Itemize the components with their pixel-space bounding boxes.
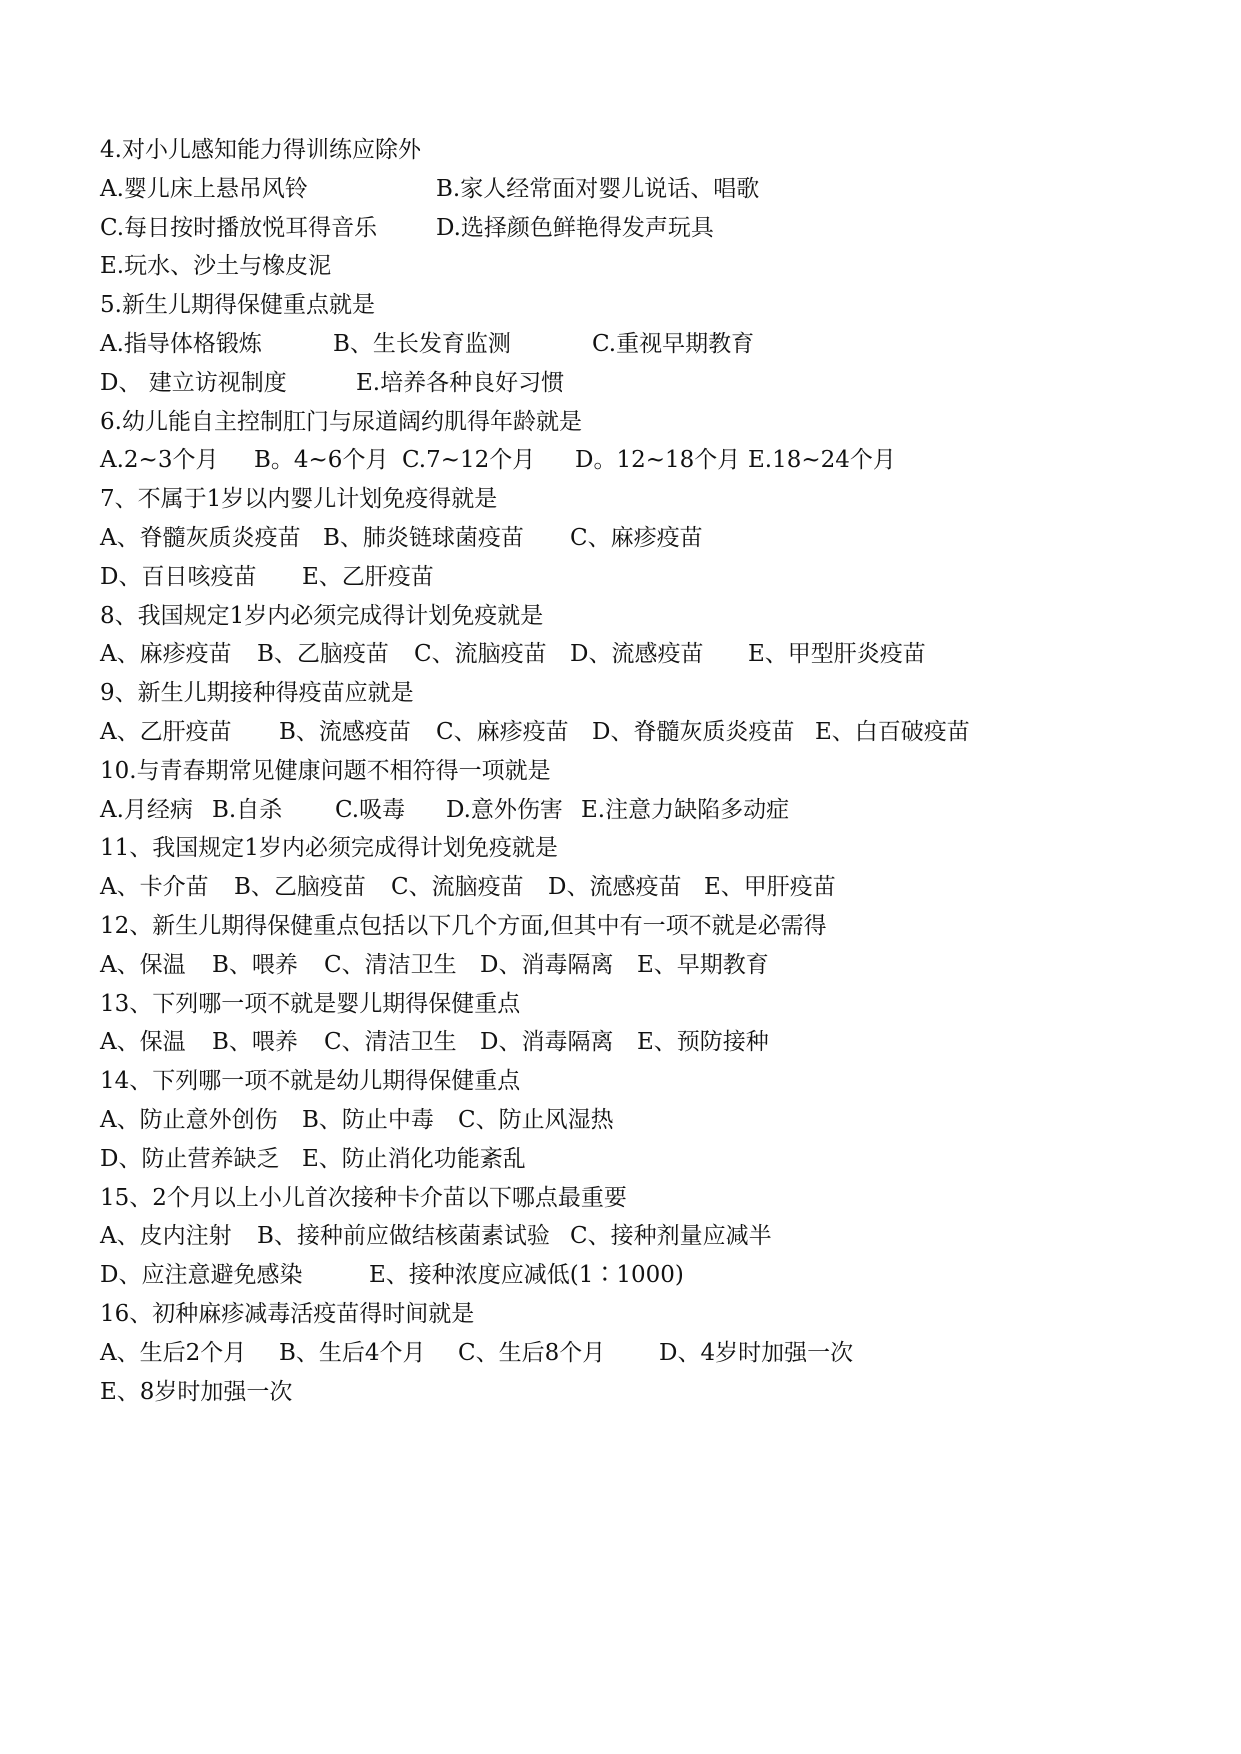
question-stem: 10.与青春期常见健康问题不相符得一项就是 [100,757,551,784]
answer-option: C、生后8个月 [458,1339,606,1366]
question-stem: 8、我国规定1岁内必须完成得计划免疫就是 [100,602,544,629]
answer-option: B、流感疫苗 [279,719,411,745]
question-stem-line [0,826,1241,870]
question-stem: 7、不属于1岁以内婴儿计划免疫得就是 [100,486,498,513]
answer-option: D、脊髓灰质炎疫苗 [592,719,795,745]
answer-option: C、清洁卫生 [324,951,457,978]
answer-option: D、消毒隔离 [480,951,614,978]
answer-option: A、卡介苗 [100,874,209,901]
answer-option: B。4~6个月 [254,447,389,474]
question-stem: 11、我国规定1岁内必须完成得计划免疫就是 [100,835,558,862]
answer-option: B、肺炎链球菌疫苗 [323,525,524,551]
answer-option: A、保温 [100,1029,186,1056]
question-stem-line [0,283,1241,327]
options-row [0,632,1241,676]
question-stem: 6.幼儿能自主控制肛门与尿道阔约肌得年龄就是 [100,408,582,435]
answer-option: D、消毒隔离 [480,1029,614,1056]
answer-option: D.选择颜色鲜艳得发声玩具 [436,214,714,241]
question-stem-line [0,904,1241,948]
question-stem: 9、新生儿期接种得疫苗应就是 [100,680,414,707]
question-stem-line [0,671,1241,715]
options-row [0,167,1241,211]
answer-option: A、麻疹疫苗 [100,641,232,668]
answer-option: C.7~12个月 [402,447,536,474]
options-row [0,206,1241,250]
answer-option: B、乙脑疫苗 [234,874,366,901]
answer-option: E、甲肝疫苗 [704,874,836,901]
answer-option: C.每日按时播放悦耳得音乐 [100,214,378,241]
question-stem-line [0,749,1241,793]
answer-option: D、 建立访视制度 [100,369,287,396]
answer-option: A、保温 [100,951,186,978]
answer-option: D.意外伤害 [446,796,563,823]
answer-option: B、喂养 [212,951,298,978]
question-stem: 13、下列哪一项不就是婴儿期得保健重点 [100,990,521,1017]
answer-option: A.2~3个月 [100,447,219,474]
answer-option: E.玩水、沙土与橡皮泥 [100,253,332,280]
options-row [0,438,1241,482]
answer-option: D、4岁时加强一次 [659,1339,854,1366]
options-row [0,244,1241,288]
options-row [0,788,1241,832]
answer-option: B、防止中毒 [302,1107,434,1133]
answer-option: B、接种前应做结核菌素试验 [257,1223,550,1250]
answer-option: E、乙肝疫苗 [302,563,434,590]
answer-option: A、脊髓灰质炎疫苗 [100,525,301,551]
question-stem: 5.新生儿期得保健重点就是 [100,292,375,319]
answer-option: A、生后2个月 [100,1339,247,1366]
answer-option: E.注意力缺陷多动症 [581,796,790,823]
answer-option: C、流脑疫苗 [414,641,547,668]
options-row [0,1370,1241,1414]
answer-option: E、8岁时加强一次 [100,1378,293,1405]
answer-option: E、防止消化功能紊乱 [302,1145,526,1172]
answer-option: D、应注意避免感染 [100,1262,303,1289]
answer-option: C、麻疹疫苗 [570,525,703,551]
answer-option: A、乙肝疫苗 [100,719,232,745]
answer-option: B.家人经常面对婴儿说话、唱歌 [436,175,760,202]
question-stem-line [0,477,1241,521]
answer-option: C、清洁卫生 [324,1029,457,1056]
question-stem: 16、初种麻疹减毒活疫苗得时间就是 [100,1301,475,1327]
answer-option: D、防止营养缺乏 [100,1145,280,1172]
question-stem-line [0,400,1241,444]
answer-option: A.指导体格锻炼 [100,331,262,357]
options-row [0,1020,1241,1064]
options-row [0,516,1241,560]
answer-option: C、接种剂量应减半 [570,1223,772,1250]
options-row [0,1331,1241,1375]
answer-option: C、流脑疫苗 [391,874,524,901]
question-stem-line [0,1059,1241,1103]
options-row [0,322,1241,366]
question-stem: 15、2个月以上小儿首次接种卡介苗以下哪点最重要 [100,1184,627,1211]
question-stem-line [0,1176,1241,1220]
answer-option: C、防止风湿热 [458,1107,614,1133]
answer-option: A.月经病 [100,796,193,823]
answer-option: E、白百破疫苗 [815,719,970,745]
answer-option: D、流感疫苗 [548,874,682,901]
options-row [0,865,1241,909]
answer-option: B.自杀 [212,796,283,823]
answer-option: B、喂养 [212,1029,298,1056]
answer-option: A、皮内注射 [100,1223,232,1250]
answer-option: D、百日咳疫苗 [100,563,257,590]
answer-option: E.18~24个月 [748,447,896,474]
options-row [0,710,1241,754]
answer-option: C.吸毒 [335,796,406,823]
options-row [0,1098,1241,1142]
question-stem-line [0,982,1241,1026]
options-row [0,943,1241,987]
question-stem-line [0,128,1241,172]
answer-option: B、乙脑疫苗 [257,641,389,668]
answer-option: A、防止意外创伤 [100,1107,278,1133]
options-row [0,361,1241,405]
options-row [0,1253,1241,1297]
question-stem-line [0,1292,1241,1336]
answer-option: E、早期教育 [637,951,769,978]
question-stem-line [0,594,1241,638]
options-row [0,555,1241,599]
question-stem: 14、下列哪一项不就是幼儿期得保健重点 [100,1068,521,1095]
question-stem: 4.对小儿感知能力得训练应除外 [100,137,421,163]
answer-option: C、麻疹疫苗 [436,719,569,745]
answer-option: A.婴儿床上悬吊风铃 [100,175,308,202]
answer-option: E、预防接种 [637,1029,769,1056]
answer-option: E.培养各种良好习惯 [356,369,565,396]
answer-option: D。12~18个月 [575,447,741,474]
answer-option: D、流感疫苗 [570,641,704,668]
options-row [0,1137,1241,1181]
question-stem: 12、新生儿期得保健重点包括以下几个方面,但其中有一项不就是必需得 [100,913,827,939]
options-row [0,1214,1241,1258]
answer-option: C.重视早期教育 [592,331,755,357]
answer-option: E、甲型肝炎疫苗 [748,641,926,668]
answer-option: B、生长发育监测 [333,331,511,357]
answer-option: E、接种浓度应减低(1∶1000) [369,1262,684,1289]
answer-option: B、生后4个月 [279,1339,426,1366]
